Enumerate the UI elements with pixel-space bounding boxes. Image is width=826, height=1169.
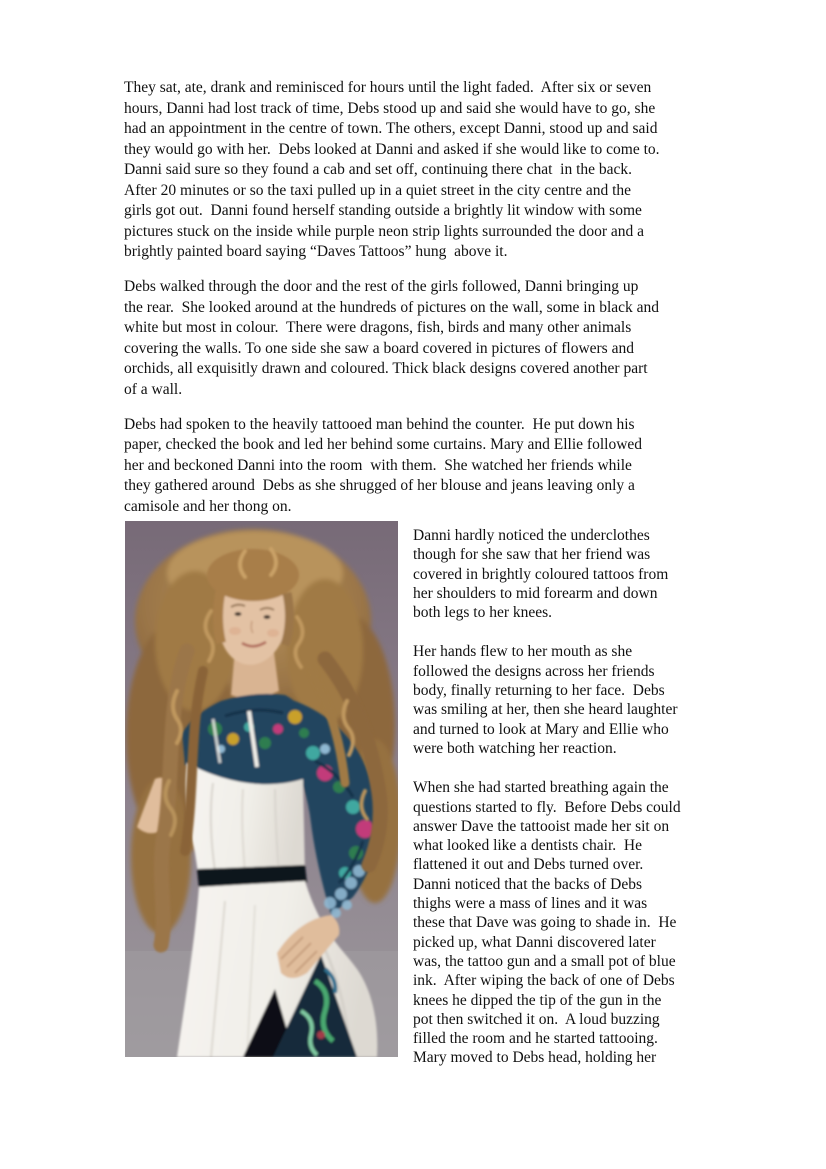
text-line: the rear. She looked around at the hundreds of pictures on the wall, some in black and: [124, 298, 660, 316]
paragraph-1: [124, 78, 660, 263]
paragraph-6: [413, 778, 681, 1067]
main-text-column: [124, 78, 660, 532]
text-line: Her hands flew to her mouth as she: [413, 643, 633, 661]
text-line: filled the room and he started tattooing.: [413, 1030, 658, 1048]
text-line: knees he dipped the tip of the gun in the: [413, 991, 662, 1009]
text-line: was smiling at her, then she heard laughter: [413, 701, 678, 719]
text-line: answer Dave the tattooist made her sit on: [413, 817, 670, 835]
text-line: followed the designs across her friends: [413, 662, 655, 680]
paragraph-3: [124, 415, 660, 518]
paragraph-5: [413, 642, 681, 758]
text-line: They sat, ate, drank and reminisced for hours until the light faded. After six or seven: [124, 79, 652, 96]
text-line: Debs had spoken to the heavily tattooed man behind the counter. He put down his: [124, 415, 635, 433]
text-line: Danni noticed that the backs of Debs: [413, 875, 642, 893]
text-line: brightly painted board saying “Daves Tattoos” hung above it.: [124, 243, 508, 260]
text-line: covering the walls. To one side she saw a board covered in pictures of flowers and: [124, 339, 634, 357]
text-line: pot then switched it on. A loud buzzing: [413, 1010, 660, 1028]
eye: [264, 615, 271, 619]
text-line: these that Dave was going to shade in. He: [413, 914, 677, 932]
text-line: pictures stuck on the inside while purple neon strip lights surrounded the door and a: [124, 222, 645, 240]
text-line: questions started to fly. Before Debs could: [413, 798, 681, 816]
photo-tattooed-woman: [125, 521, 398, 1057]
text-line: After 20 minutes or so the taxi pulled up in a quiet street in the city centre and the: [124, 181, 632, 199]
text-line: orchids, all exquisitly drawn and coloured. Thick black designs covered another part: [124, 360, 648, 377]
text-line: covered in brightly coloured tattoos from: [413, 565, 669, 583]
text-line: hours, Danni had lost track of time, Debs stood up and said she would have to go, she: [124, 99, 656, 117]
text-line: were both watching her reaction.: [413, 739, 617, 757]
text-line: had an appointment in the centre of town. The others, except Danni, stood up and said: [124, 120, 658, 137]
text-line: her shoulders to mid forearm and down: [413, 584, 658, 602]
text-line: they gathered around Debs as she shrugged of her blouse and jeans leaving only a: [124, 477, 635, 494]
text-line: body, finally returning to her face. Debs: [413, 682, 665, 700]
text-line: both legs to her knees.: [413, 604, 553, 622]
text-line: was, the tattoo gun and a small pot of blue: [413, 952, 676, 970]
text-line: picked up, what Danni discovered later: [413, 933, 656, 951]
paragraph-2: [124, 277, 660, 400]
text-line: and turned to look at Mary and Ellie who: [413, 720, 669, 738]
text-line: white but most in colour. There were dragons, fish, birds and many other animals: [124, 319, 632, 336]
text-line: When she had started breathing again the: [413, 779, 669, 797]
photo-illustration: [125, 521, 398, 1057]
text-line: thighs were a mass of lines and it was: [413, 895, 648, 913]
text-line: Mary moved to Debs head, holding her: [413, 1049, 657, 1067]
text-line: her and beckoned Danni into the room with them. She watched her friends while: [124, 456, 632, 474]
side-text-column: [413, 526, 681, 1088]
text-line: paper, checked the book and led her behind some curtains. Mary and Ellie followed: [124, 436, 643, 453]
text-line: camisole and her thong on.: [124, 497, 292, 515]
text-line: though for she saw that her friend was: [413, 546, 651, 564]
text-line: they would go with her. Debs looked at Danni and asked if she would like to come to.: [124, 140, 660, 158]
eye: [235, 612, 242, 616]
text-line: flattened it out and Debs turned over.: [413, 856, 644, 874]
paragraph-4: [413, 526, 681, 622]
text-line: ink. After wiping the back of one of Debs: [413, 972, 675, 990]
text-line: of a wall.: [124, 380, 183, 398]
text-line: Danni said sure so they found a cab and set off, continuing there chat in the back.: [124, 161, 633, 178]
text-line: what looked like a dentists chair. He: [413, 837, 642, 855]
text-line: Debs walked through the door and the rest of the girls followed, Danni bringing up: [124, 278, 639, 295]
text-line: Danni hardly noticed the underclothes: [413, 527, 650, 544]
text-line: girls got out. Danni found herself standing outside a brightly lit window with some: [124, 202, 642, 219]
